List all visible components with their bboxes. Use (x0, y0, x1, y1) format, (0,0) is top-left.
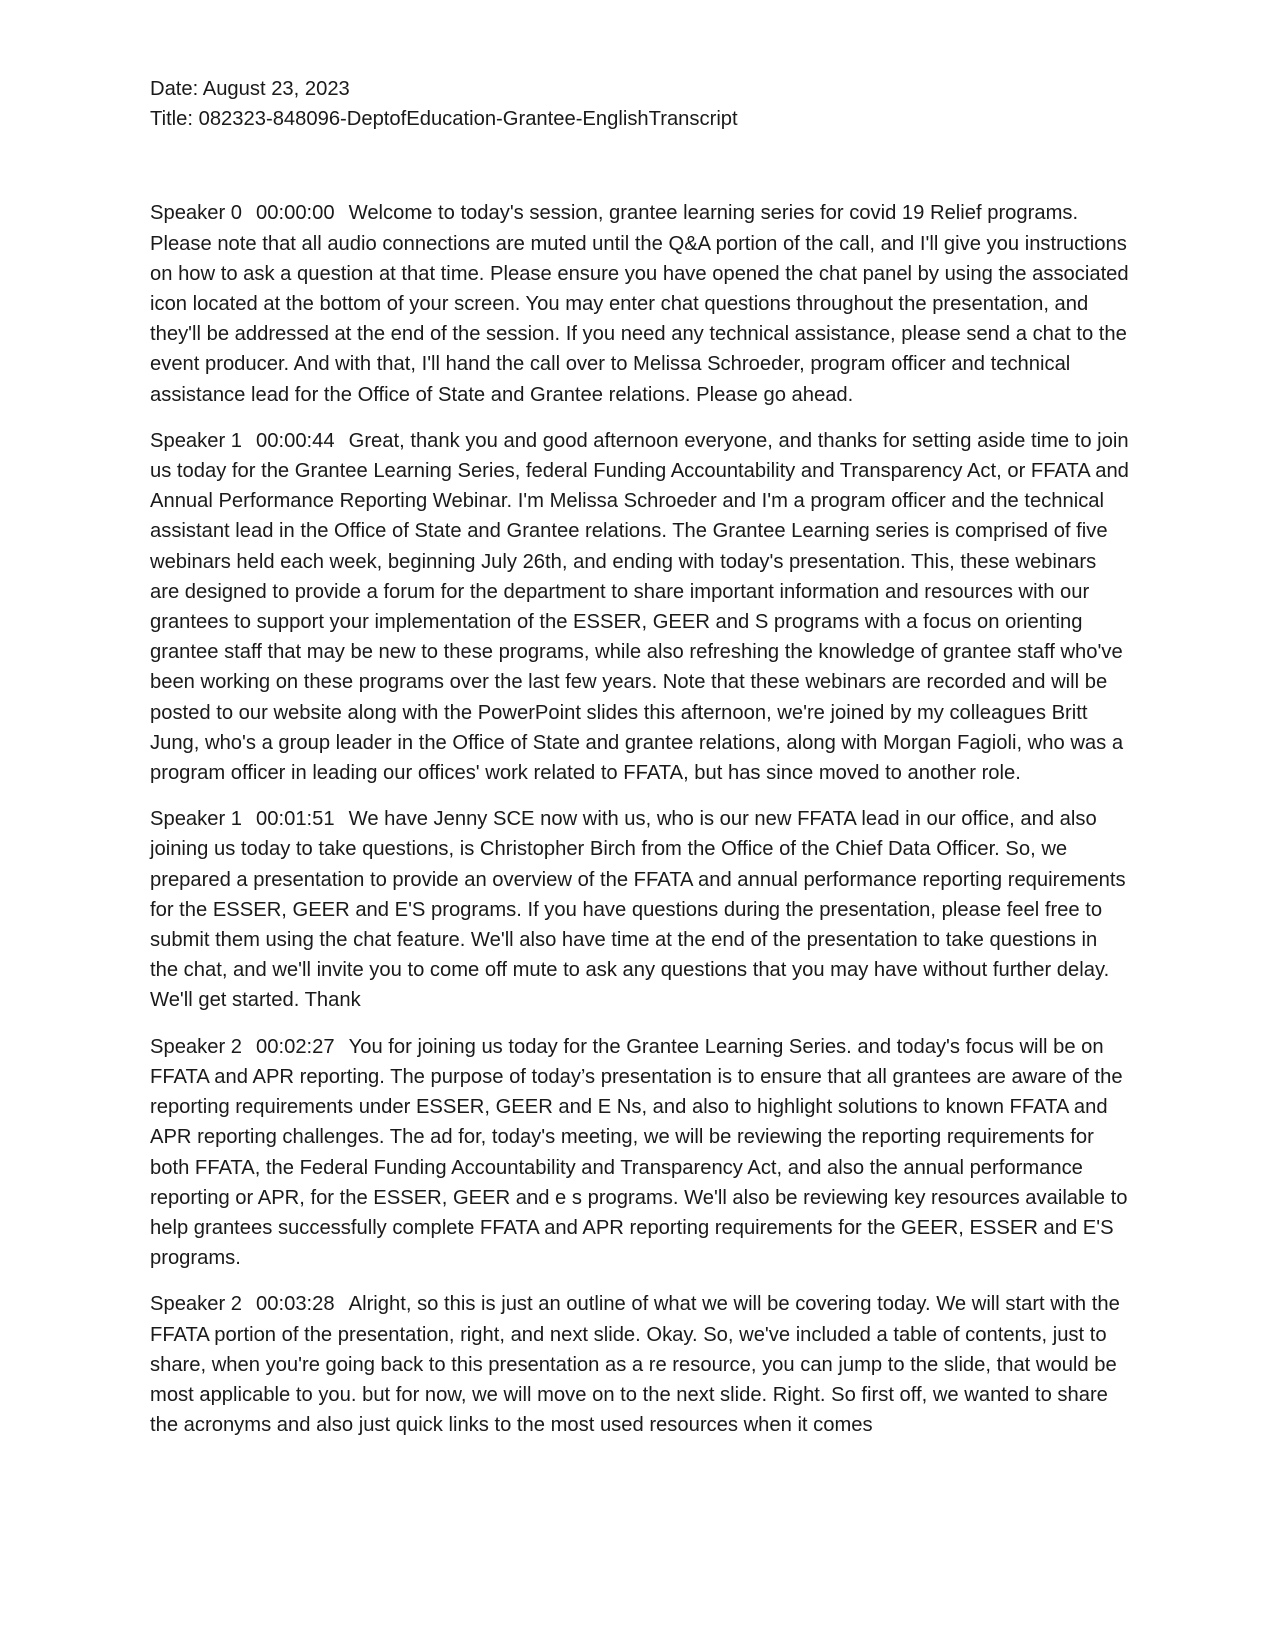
timestamp: 00:02:27 (256, 1035, 335, 1058)
transcript-segment (150, 426, 1130, 788)
timestamp: 00:03:28 (256, 1293, 335, 1316)
timestamp: 00:00:44 (256, 429, 335, 452)
segment-text: Alright, so this is just an outline of what we will be covering today. We will start with the FFATA portion of the presentation, right, and next slide. Okay. So, we've included a table of contents, just to share, when you're going back to this presentation as a re resource, you can jump to the slide, that would be most applicable to you. but for now, we will move on to the next slide. Right. So first off, we wanted to share the acronyms and also just quick links to the most used resources when it comes (150, 1293, 1120, 1437)
speaker-label: Speaker 0 (150, 202, 243, 225)
transcript-segment (150, 1289, 1130, 1440)
segment-text: Great, thank you and good afternoon everyone, and thanks for setting aside time to join us today for the Grantee Learning Series, federal Funding Accountability and Transparency Act, or FFATA and Annual Performance Reporting Webinar. I'm Melissa Schroeder and I'm a program officer and the technical assistant lead in the Office of State and Grantee relations. The Grantee Learning series is comprised of five webinars held each week, beginning July 26th, and ending with today's presentation. This, these webinars are designed to provide a forum for the department to share important information and resources with our grantees to support your implementation of the ESSER, GEER and S programs with a focus on orienting grantee staff that may be new to these programs, while also refreshing the knowledge of grantee staff who've been working on these programs over the last few years. Note that these webinars are recorded and will be posted to our website along with the PowerPoint slides this afternoon, we're joined by my colleagues Britt Jung, who's a group leader in the Office of State and grantee relations, along with Morgan Fagioli, who was a program officer in leading our offices' work related to FFATA, but has since moved to another role. (150, 429, 1129, 785)
transcript-segment (150, 804, 1130, 1015)
speaker-label: Speaker 1 (150, 429, 243, 452)
segment-text: Welcome to today's session, grantee learning series for covid 19 Relief programs. Please note that all audio connections are muted until the Q&A portion of the call, and I'll give you instructions on how to ask a question at that time. Please ensure you have opened the chat panel by using the associated icon located at the bottom of your screen. You may enter chat questions throughout the presentation, and they'll be addressed at the end of the session. If you need any technical assistance, please send a chat to the event producer. And with that, I'll hand the call over to Melissa Schroeder, program officer and technical assistance lead for the Office of State and Grantee relations. Please go ahead. (150, 202, 1129, 406)
speaker-label: Speaker 2 (150, 1293, 243, 1316)
speaker-label: Speaker 1 (150, 808, 243, 831)
segment-text: You for joining us today for the Grantee Learning Series. and today's focus will be on FFATA and APR reporting. The purpose of today’s presentation is to ensure that all grantees are aware of the reporting requirements under ESSER, GEER and E Ns, and also to highlight solutions to known FFATA and APR reporting challenges. The ad for, today's meeting, we will be reviewing the reporting requirements for both FFATA, the Federal Funding Accountability and Transparency Act, and also the annual performance reporting or APR, for the ESSER, GEER and e s programs. We'll also be reviewing key resources available to help grantees successfully complete FFATA and APR reporting requirements for the GEER, ESSER and E'S programs. (150, 1035, 1128, 1270)
date-line: Date: August 23, 2023 (150, 78, 350, 100)
segment-text: We have Jenny SCE now with us, who is our new FFATA lead in our office, and also joining us today to take questions, is Christopher Birch from the Office of the Chief Data Officer. So, we prepared a presentation to provide an overview of the FFATA and annual performance reporting requirements for the ESSER, GEER and E'S programs. If you have questions during the presentation, please feel free to submit them using the chat feature. We'll also have time at the end of the presentation to take questions in the chat, and we'll invite you to come off mute to ask any questions that you may have without further delay. We'll get started. Thank (150, 808, 1126, 1012)
transcript-page (150, 74, 1130, 1456)
timestamp: 00:01:51 (256, 808, 335, 831)
title-line: Title: 082323-848096-DeptofEducation-Grantee-EnglishTranscript (150, 108, 738, 131)
timestamp: 00:00:00 (256, 202, 335, 225)
speaker-label: Speaker 2 (150, 1035, 243, 1058)
transcript-body (150, 198, 1130, 1440)
transcript-segment (150, 1032, 1130, 1274)
transcript-segment (150, 198, 1130, 409)
